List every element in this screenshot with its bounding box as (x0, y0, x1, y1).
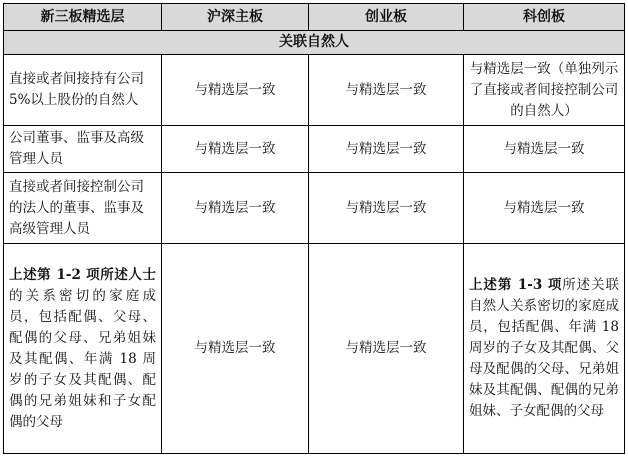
row4-star-bold-text: 上述第 1-3 项 (469, 277, 563, 293)
header-star-market: 科创板 (464, 4, 625, 31)
row2-main-board-cell: 与精选层一致 (162, 126, 309, 173)
row2-star-market-cell: 与精选层一致 (464, 126, 625, 173)
header-main-board: 沪深主板 (162, 4, 309, 31)
row3-neeq-cell: 直接或者间接控制公司的法人的董事、监事及高级管理人员 (4, 173, 162, 244)
row3-star-market-cell: 与精选层一致 (464, 173, 625, 244)
row4-star-market-cell (464, 244, 625, 454)
row3-main-board-cell: 与精选层一致 (162, 173, 309, 244)
row2-chinext-cell: 与精选层一致 (309, 126, 464, 173)
comparison-table (3, 3, 625, 454)
row4-neeq-bold-text: 上述第 1-2 项所述人士 (9, 266, 156, 283)
section-row (4, 31, 625, 55)
table-row (4, 173, 625, 244)
section-title: 关联自然人 (4, 31, 625, 55)
row1-main-board-cell: 与精选层一致 (162, 55, 309, 126)
header-chinext: 创业板 (309, 4, 464, 31)
header-row (4, 4, 625, 31)
row1-chinext-cell: 与精选层一致 (309, 55, 464, 126)
header-neeq-select: 新三板精选层 (4, 4, 162, 31)
row1-neeq-cell: 直接或者间接持有公司 5%以上股份的自然人 (4, 55, 162, 126)
table-row (4, 55, 625, 126)
row1-star-market-cell: 与精选层一致（单独列示了直接或者间接控制公司的自然人） (464, 55, 625, 126)
row4-neeq-text: 的关系密切的家庭成员，包括配偶、父母、配偶的父母、兄弟姐妹及其配偶、年满 18 周岁的子女及其配偶、配偶的兄弟姐妹和子女配偶的父母 (9, 287, 156, 430)
row4-chinext-cell: 与精选层一致 (309, 244, 464, 454)
table-row (4, 126, 625, 173)
table-row (4, 244, 625, 454)
row3-chinext-cell: 与精选层一致 (309, 173, 464, 244)
row4-main-board-cell: 与精选层一致 (162, 244, 309, 454)
row4-star-text: 所述关联自然人关系密切的家庭成员，包括配偶、年满 18 周岁的子女及其配偶、父母及配偶的父母、兄弟姐妹及其配偶、配偶的兄弟姐妹、子女配偶的父母 (469, 277, 619, 419)
row4-neeq-cell (4, 244, 162, 454)
row2-neeq-cell: 公司董事、监事及高级管理人员 (4, 126, 162, 173)
